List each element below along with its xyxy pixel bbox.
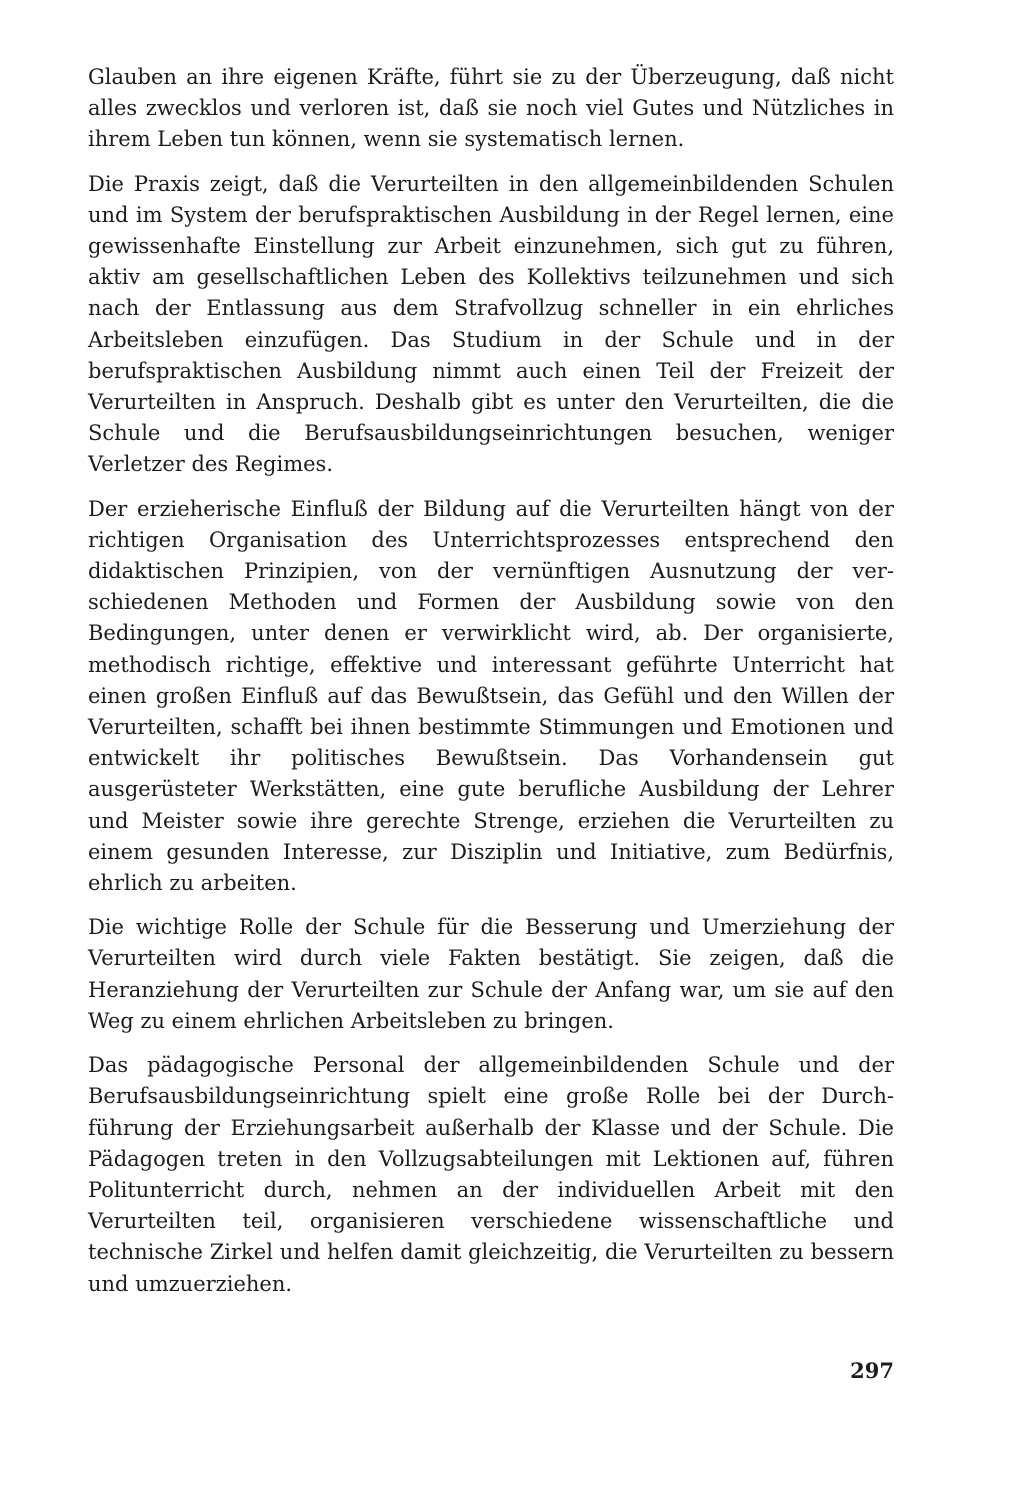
paragraph-4: Die wichtige Rolle der Schule für die Besserung und Umerziehung der Verurteilten wird durch viele Fakten bestätigt. Sie zeigen, daß die Heranziehung der Verurteilten zur Schule der Anfang war, um sie auf den Weg zu einem ehrlichen Arbeitsleben zu bringen. bbox=[88, 915, 894, 1033]
page-number: 297 bbox=[850, 1358, 894, 1383]
paragraph-1: Glauben an ihre eigenen Kräfte, führt sie zu der Überzeugung, daß nicht alles zwecklos und verloren ist, daß sie noch viel Gutes und Nützliches in ihrem Leben tun können, wenn sie systematisch lernen. bbox=[88, 65, 894, 152]
paragraph-3: Der erzieherische Einfluß der Bildung auf die Verurteilten hängt von der richtigen Organisation des Unterrichtsprozesses entsprechend den didaktischen Prinzipien, von der vernünftigen Ausnutzung der verschiedenen Methoden und Formen der Ausbildung sowie von den Bedingungen, unter denen er verwirklicht wird, ab. Der organisierte, methodisch richtige, effektive und interessant geführte Unterricht hat einen großen Einfluß auf das Bewußtsein, das Gefühl und den Willen der Verurteilten, schafft bei ihnen bestimmte Stimmungen und Emotionen und entwickelt ihr politisches Bewußtsein. Das Vorhandensein gut ausgerüsteter Werkstätten, eine gute berufliche Ausbildung der Lehrer und Meister sowie ihre gerechte Strenge, erziehen die Verurteilten zu einem gesunden Interesse, zur Disziplin und Initiative, zum Bedürfnis, ehrlich zu arbeiten. bbox=[88, 496, 894, 896]
paragraph-5: Das pädagogische Personal der allgemeinbildenden Schule und der Berufsausbildungseinrichtung spielt eine große Rolle bei der Durchführung der Erziehungsarbeit außerhalb der Klasse und der Schule. Die Pädagogen treten in den Vollzugsabteilungen mit Lektionen auf, führen Politunterricht durch, nehmen an der individuellen Arbeit mit den Verurteilten teil, organisieren verschiedene wissenschaftliche und technische Zirkel und helfen damit gleichzeitig, die Verurteilten zu bessern und umzuerziehen. bbox=[88, 1053, 894, 1296]
paragraph-2: Die Praxis zeigt, daß die Verurteilten in den allgemeinbildenden Schulen und im System der berufspraktischen Ausbildung in der Regel lernen, eine gewissenhafte Einstellung zur Arbeit einzunehmen, sich gut zu führen, aktiv am gesellschaftlichen Leben des Kollektivs teilzunehmen und sich nach der Entlassung aus dem Strafvollzug schneller in ein ehrliches Arbeitsleben einzufügen. Das Studium in der Schule und in der berufspraktischen Ausbildung nimmt auch einen Teil der Freizeit der Verurteilten in Anspruch. Deshalb gibt es unter den Verurteilten, die die Schule und die Berufsausbildungseinrichtungen besuchen, weniger Verletzer des Regimes. bbox=[88, 171, 894, 477]
body-text bbox=[88, 62, 894, 1313]
